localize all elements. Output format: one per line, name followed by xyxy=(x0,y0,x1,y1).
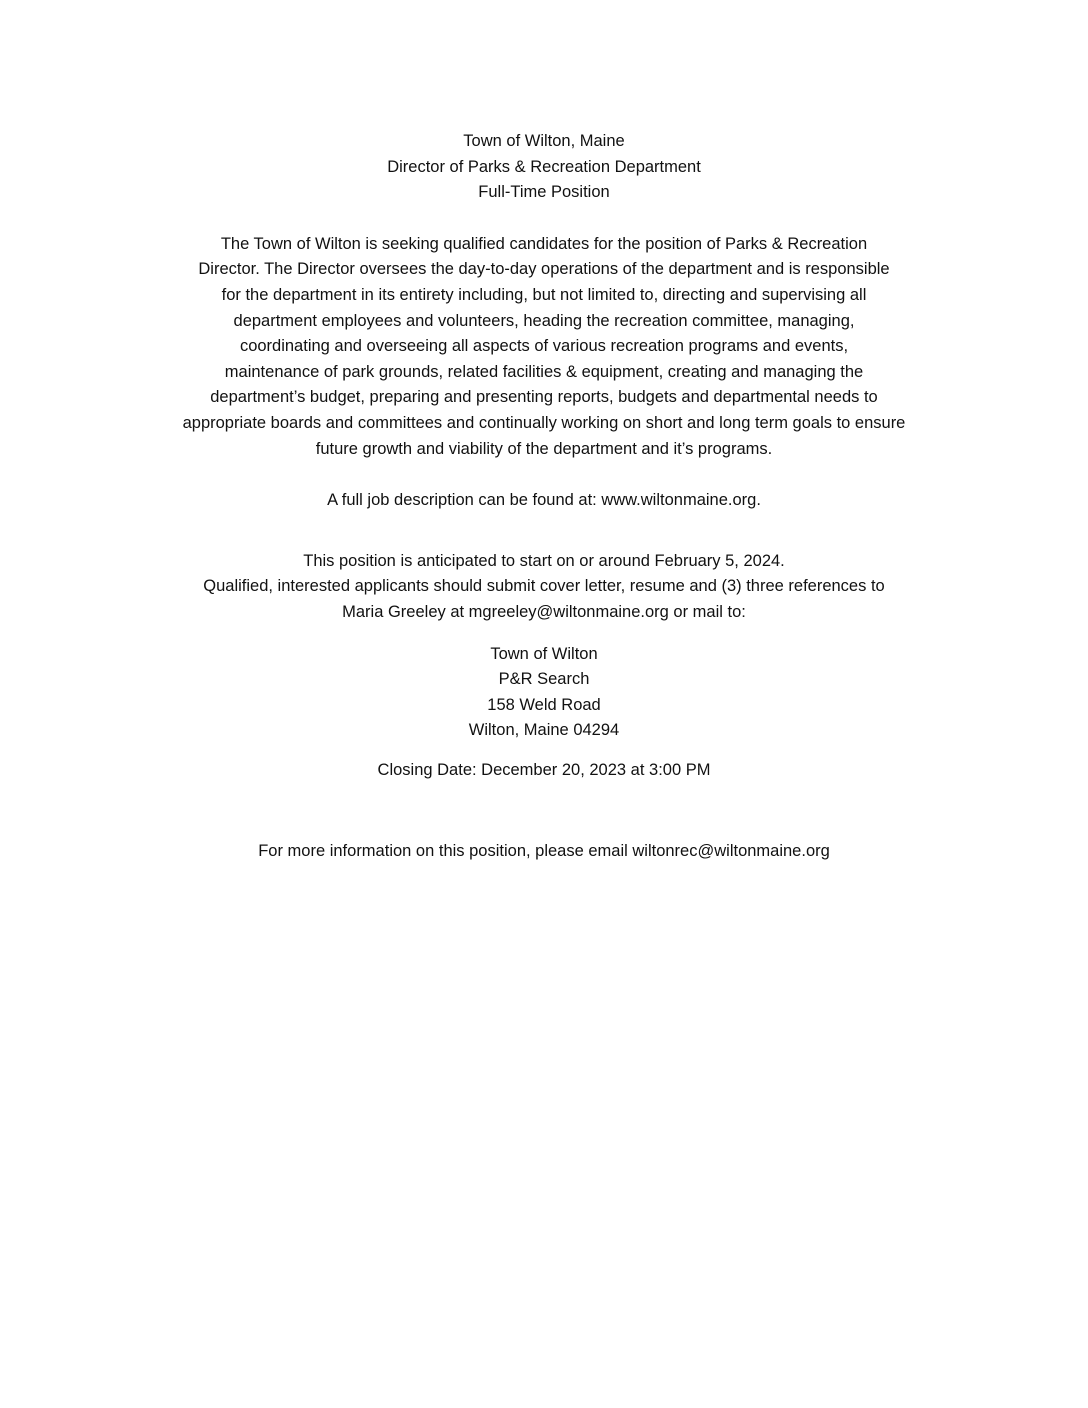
address-line: Wilton, Maine 04294 xyxy=(468,721,620,740)
intro-line: The Town of Wilton is seeking qualified candidates for the position of Parks & Recreation xyxy=(220,234,868,253)
intro-line: Director. The Director oversees the day-to-day operations of the department and is responsible xyxy=(198,260,890,279)
intro-line: coordinating and overseeing all aspects of various recreation programs and events, xyxy=(239,337,849,356)
address-line: 158 Weld Road xyxy=(487,695,601,714)
application-contact-line: Maria Greeley at mgreeley@wiltonmaine.org or mail to: xyxy=(342,602,746,621)
intro-line: for the department in its entirety including, but not limited to, directing and supervising all xyxy=(221,285,867,304)
job-description-paragraph xyxy=(0,488,1088,514)
document-body xyxy=(0,129,1088,865)
application-paragraph xyxy=(0,549,1088,626)
intro-line: future growth and viability of the department and it’s programs. xyxy=(315,439,773,458)
more-info-paragraph xyxy=(0,839,1088,865)
more-info-text: For more information on this position, please email wiltonrec@wiltonmaine.org xyxy=(258,842,830,861)
intro-line: appropriate boards and committees and continually working on short and long term goals to ensure xyxy=(182,413,906,432)
address-line: Town of Wilton xyxy=(490,644,598,663)
application-instructions-line: Qualified, interested applicants should submit cover letter, resume and (3) three references to xyxy=(203,577,885,596)
closing-date: Closing Date: December 20, 2023 at 3:00 PM xyxy=(377,760,711,779)
position-title: Director of Parks & Recreation Department xyxy=(387,157,701,176)
intro-line: maintenance of park grounds, related facilities & equipment, creating and managing the xyxy=(224,362,864,381)
address-line: P&R Search xyxy=(498,670,590,689)
closing-date-paragraph xyxy=(0,758,1088,784)
position-type: Full-Time Position xyxy=(478,183,610,202)
mailing-address xyxy=(0,642,1088,744)
document-header xyxy=(0,129,1088,206)
intro-paragraph xyxy=(0,232,1088,462)
intro-line: department employees and volunteers, heading the recreation committee, managing, xyxy=(233,311,855,330)
intro-line: department’s budget, preparing and presenting reports, budgets and departmental needs to xyxy=(210,388,878,407)
start-date-line: This position is anticipated to start on or around February 5, 2024. xyxy=(303,551,785,570)
job-description-link-text: A full job description can be found at: www.wiltonmaine.org. xyxy=(327,491,761,510)
town-title: Town of Wilton, Maine xyxy=(463,132,625,150)
